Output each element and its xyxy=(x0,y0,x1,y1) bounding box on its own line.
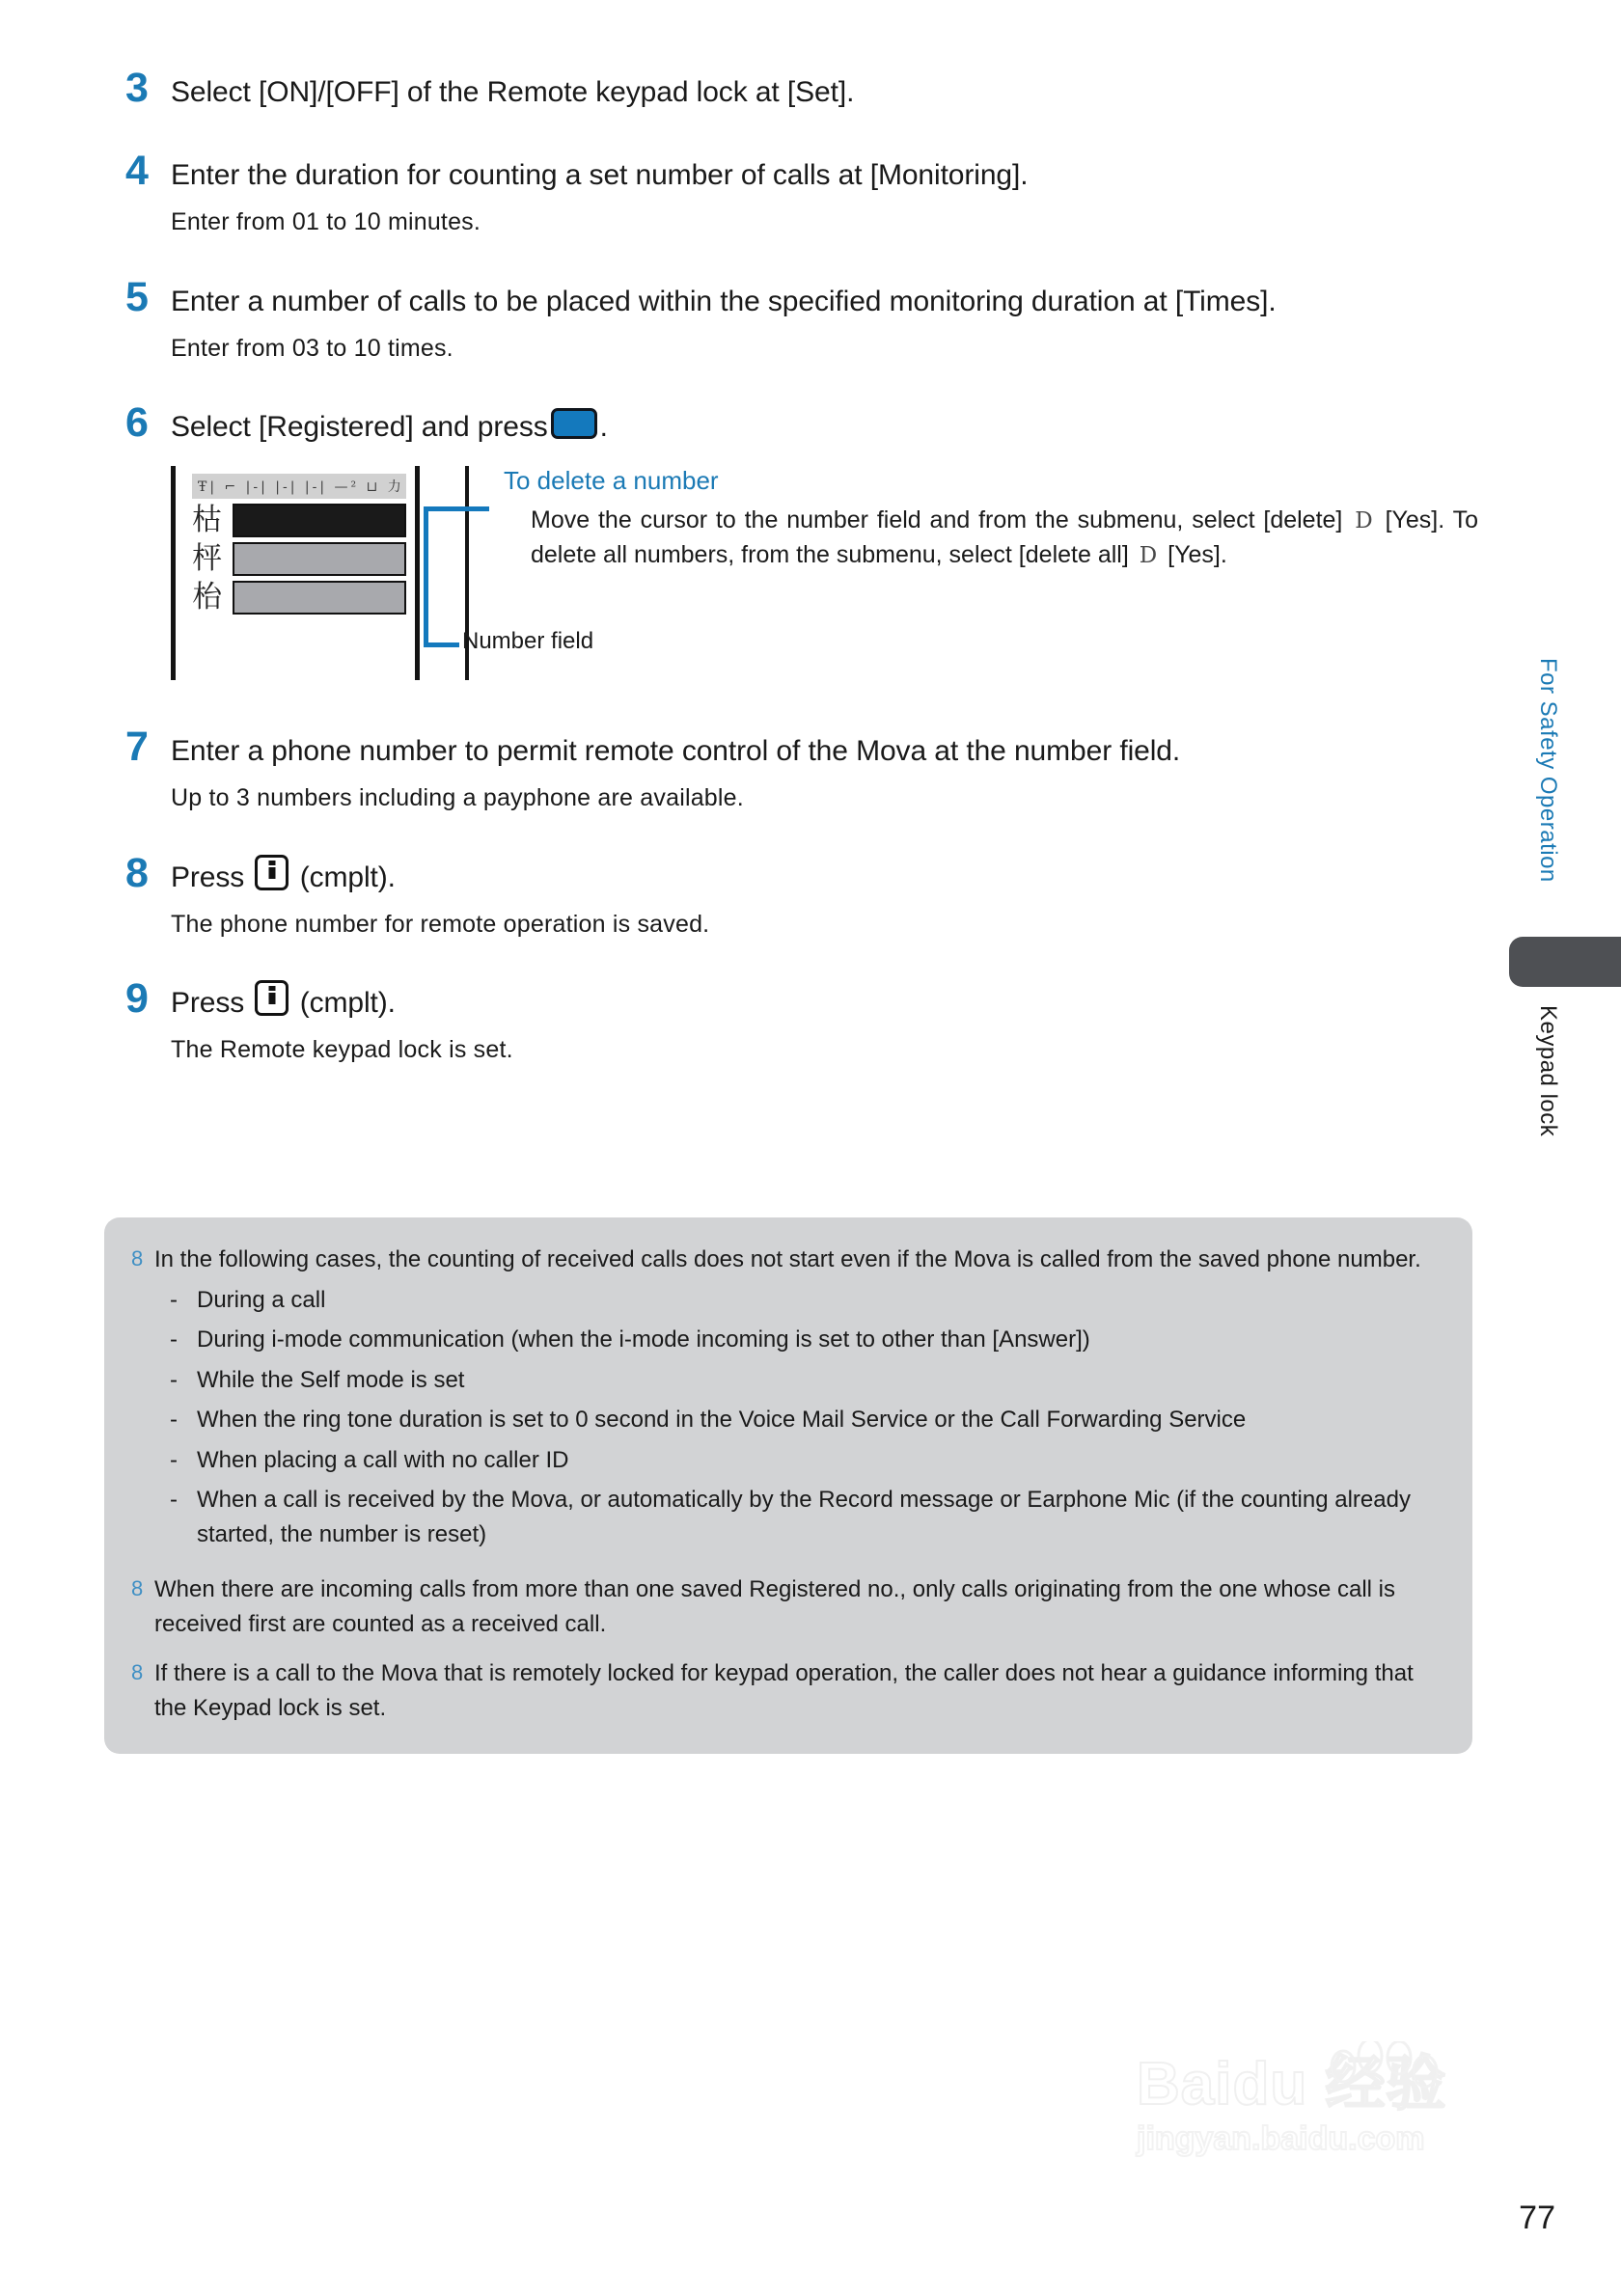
side-rail-tab-marker xyxy=(1509,937,1621,987)
step-6-number: 6 xyxy=(125,399,149,446)
phone-status-bar: Ŧ| ⌐ |-| |-| |-| —² ⊔ 力 xyxy=(192,474,406,499)
step-9-title-after: (cmplt). xyxy=(299,987,396,1019)
step-8-number: 8 xyxy=(125,849,149,896)
note-1-subitem-5 xyxy=(170,1443,1445,1478)
note-marker-3: 8 xyxy=(131,1660,144,1685)
step-6-title xyxy=(171,408,608,445)
baidu-watermark xyxy=(1137,2051,1523,2228)
step-4-title: Enter the duration for counting a set number of calls at [Monitoring]. xyxy=(171,159,1029,191)
sub-dash-4: - xyxy=(170,1407,178,1434)
notes-box xyxy=(104,1217,1472,1754)
step-8-subtext: The phone number for remote operation is saved. xyxy=(171,910,710,938)
step-7-number: 7 xyxy=(125,724,149,770)
step-9 xyxy=(125,975,1476,1066)
note-1-subitem-1 xyxy=(170,1283,1445,1318)
phone-row-1-label: 枯 xyxy=(192,503,222,537)
phone-row-2-label: 枰 xyxy=(192,541,222,576)
select-key-blue-icon xyxy=(551,408,597,439)
note-marker-1: 8 xyxy=(131,1246,144,1271)
note-1-body: In the following cases, the counting of received calls does not start even if the Mova is called from the saved phone number. xyxy=(154,1246,1421,1272)
step-7-subtext: Up to 3 numbers including a payphone are available. xyxy=(171,784,744,811)
side-rail-topic-label: Keypad lock xyxy=(1535,1005,1561,1137)
step-8-title xyxy=(171,855,396,895)
sub-text-6: When a call is received by the Mova, or automatically by the Record message or Earphone Mic (if the counting already started, the number is reset) xyxy=(197,1487,1411,1547)
note-marker-2: 8 xyxy=(131,1576,144,1601)
sub-dash-1: - xyxy=(170,1286,178,1313)
note-1-subitem-6 xyxy=(170,1483,1445,1551)
step-4 xyxy=(125,150,1476,238)
note-1-subitem-3 xyxy=(170,1363,1445,1398)
note-text-2: When there are incoming calls from more than one saved Registered no., only calls originating from the one whose call is received first are counted as a received call. xyxy=(154,1576,1395,1637)
delete-note-arrow-1: D xyxy=(1355,508,1373,533)
sub-text-5: When placing a call with no caller ID xyxy=(197,1446,569,1473)
phone-row-1 xyxy=(192,504,406,537)
i-mode-key-icon-2 xyxy=(255,980,288,1016)
step-3 xyxy=(125,65,1476,111)
sub-dash-6: - xyxy=(170,1487,178,1514)
note-text-1 xyxy=(154,1243,1445,1557)
note-item-2 xyxy=(131,1572,1445,1641)
note-1-subitem-2 xyxy=(170,1323,1445,1357)
delete-note-arrow-2: D xyxy=(1139,542,1158,568)
i-mode-key-icon xyxy=(255,855,288,890)
number-field-label: Number field xyxy=(462,628,594,654)
baidu-paw-icon xyxy=(1326,2041,1442,2109)
step-7 xyxy=(125,726,1476,814)
step-9-subtext: The Remote keypad lock is set. xyxy=(171,1036,513,1063)
step-3-number: 3 xyxy=(125,65,149,111)
note-item-3 xyxy=(131,1656,1445,1725)
phone-row-3-label: 枱 xyxy=(192,580,222,615)
delete-note-part1: Move the cursor to the number field and from the submenu, select [delete] xyxy=(531,506,1343,533)
step-5-number: 5 xyxy=(125,273,149,320)
delete-note-body xyxy=(531,504,1478,572)
step-9-title xyxy=(171,980,396,1021)
step-5-subtext: Enter from 03 to 10 times. xyxy=(171,334,453,362)
phone-row-2-number-field xyxy=(233,542,406,576)
step-3-title: Select [ON]/[OFF] of the Remote keypad lock at [Set]. xyxy=(171,76,855,108)
phone-row-2 xyxy=(192,542,406,576)
note-1-subitem-4 xyxy=(170,1403,1445,1437)
step-8-head xyxy=(125,849,1476,896)
watermark-sub-text: jingyan.baidu.com xyxy=(1137,2120,1425,2157)
step-8-title-before: Press xyxy=(171,861,245,893)
phone-row-3 xyxy=(192,581,406,615)
delete-note-part2: [Yes]. To delete all numbers, from the submenu, select [delete all] xyxy=(531,506,1478,568)
callout-vertical-line xyxy=(424,506,428,647)
sub-text-4: When the ring tone duration is set to 0 second in the Voice Mail Service or the Call Forwarding Service xyxy=(197,1407,1247,1434)
step-9-number: 9 xyxy=(125,975,149,1022)
side-rail-section-label: For Safety Operation xyxy=(1535,658,1561,883)
step-9-head xyxy=(125,975,1476,1022)
sub-dash-5: - xyxy=(170,1446,178,1473)
sub-text-3: While the Self mode is set xyxy=(197,1366,465,1393)
sub-text-1: During a call xyxy=(197,1286,326,1313)
step-7-head xyxy=(125,726,1476,769)
phone-frame-left-bar xyxy=(171,466,176,680)
delete-note-part3: [Yes]. xyxy=(1168,540,1227,568)
phone-row-1-number-field xyxy=(233,504,406,537)
step-5-head xyxy=(125,273,1476,320)
delete-number-note xyxy=(504,466,1478,572)
callout-top-connector xyxy=(424,506,489,511)
watermark-main-text: Baidu 经验 xyxy=(1137,2051,1447,2118)
sub-text-2: During i-mode communication (when the i-mode incoming is set to other than [Answer]) xyxy=(197,1326,1090,1353)
step-6-head xyxy=(125,399,1476,446)
note-1-sublist xyxy=(170,1283,1445,1552)
step-4-subtext: Enter from 01 to 10 minutes. xyxy=(171,208,481,235)
step-3-head xyxy=(125,65,1476,111)
page-number: 77 xyxy=(1519,2200,1555,2236)
sub-dash-3: - xyxy=(170,1366,178,1393)
phone-screen-illustration xyxy=(171,466,420,680)
illustration-block xyxy=(171,466,1476,688)
side-rail xyxy=(1486,637,1621,1177)
step-8-title-after: (cmplt). xyxy=(299,861,396,893)
step-9-title-before: Press xyxy=(171,987,245,1019)
step-4-number: 4 xyxy=(125,148,149,194)
step-8 xyxy=(125,849,1476,941)
phone-row-3-number-field xyxy=(233,581,406,615)
step-4-head xyxy=(125,150,1476,193)
note-text-3: If there is a call to the Mova that is remotely locked for keypad operation, the caller does not hear a guidance informing that the Keypad lock is set. xyxy=(154,1660,1414,1721)
note-item-1 xyxy=(131,1243,1445,1557)
callout-bottom-stub xyxy=(446,642,459,647)
step-6 xyxy=(125,399,1478,688)
delete-note-title: To delete a number xyxy=(504,466,719,495)
phone-screen-content xyxy=(192,474,406,615)
step-5 xyxy=(125,273,1476,365)
step-7-title: Enter a phone number to permit remote control of the Mova at the number field. xyxy=(171,735,1181,767)
step-6-title-after: . xyxy=(599,411,608,443)
step-6-title-before: Select [Registered] and press xyxy=(171,411,548,443)
steps-container xyxy=(125,65,1478,1066)
phone-frame-right-bar xyxy=(415,466,420,680)
sub-dash-2: - xyxy=(170,1326,178,1353)
step-5-title: Enter a number of calls to be placed within the specified monitoring duration at [Times]. xyxy=(171,285,1277,317)
